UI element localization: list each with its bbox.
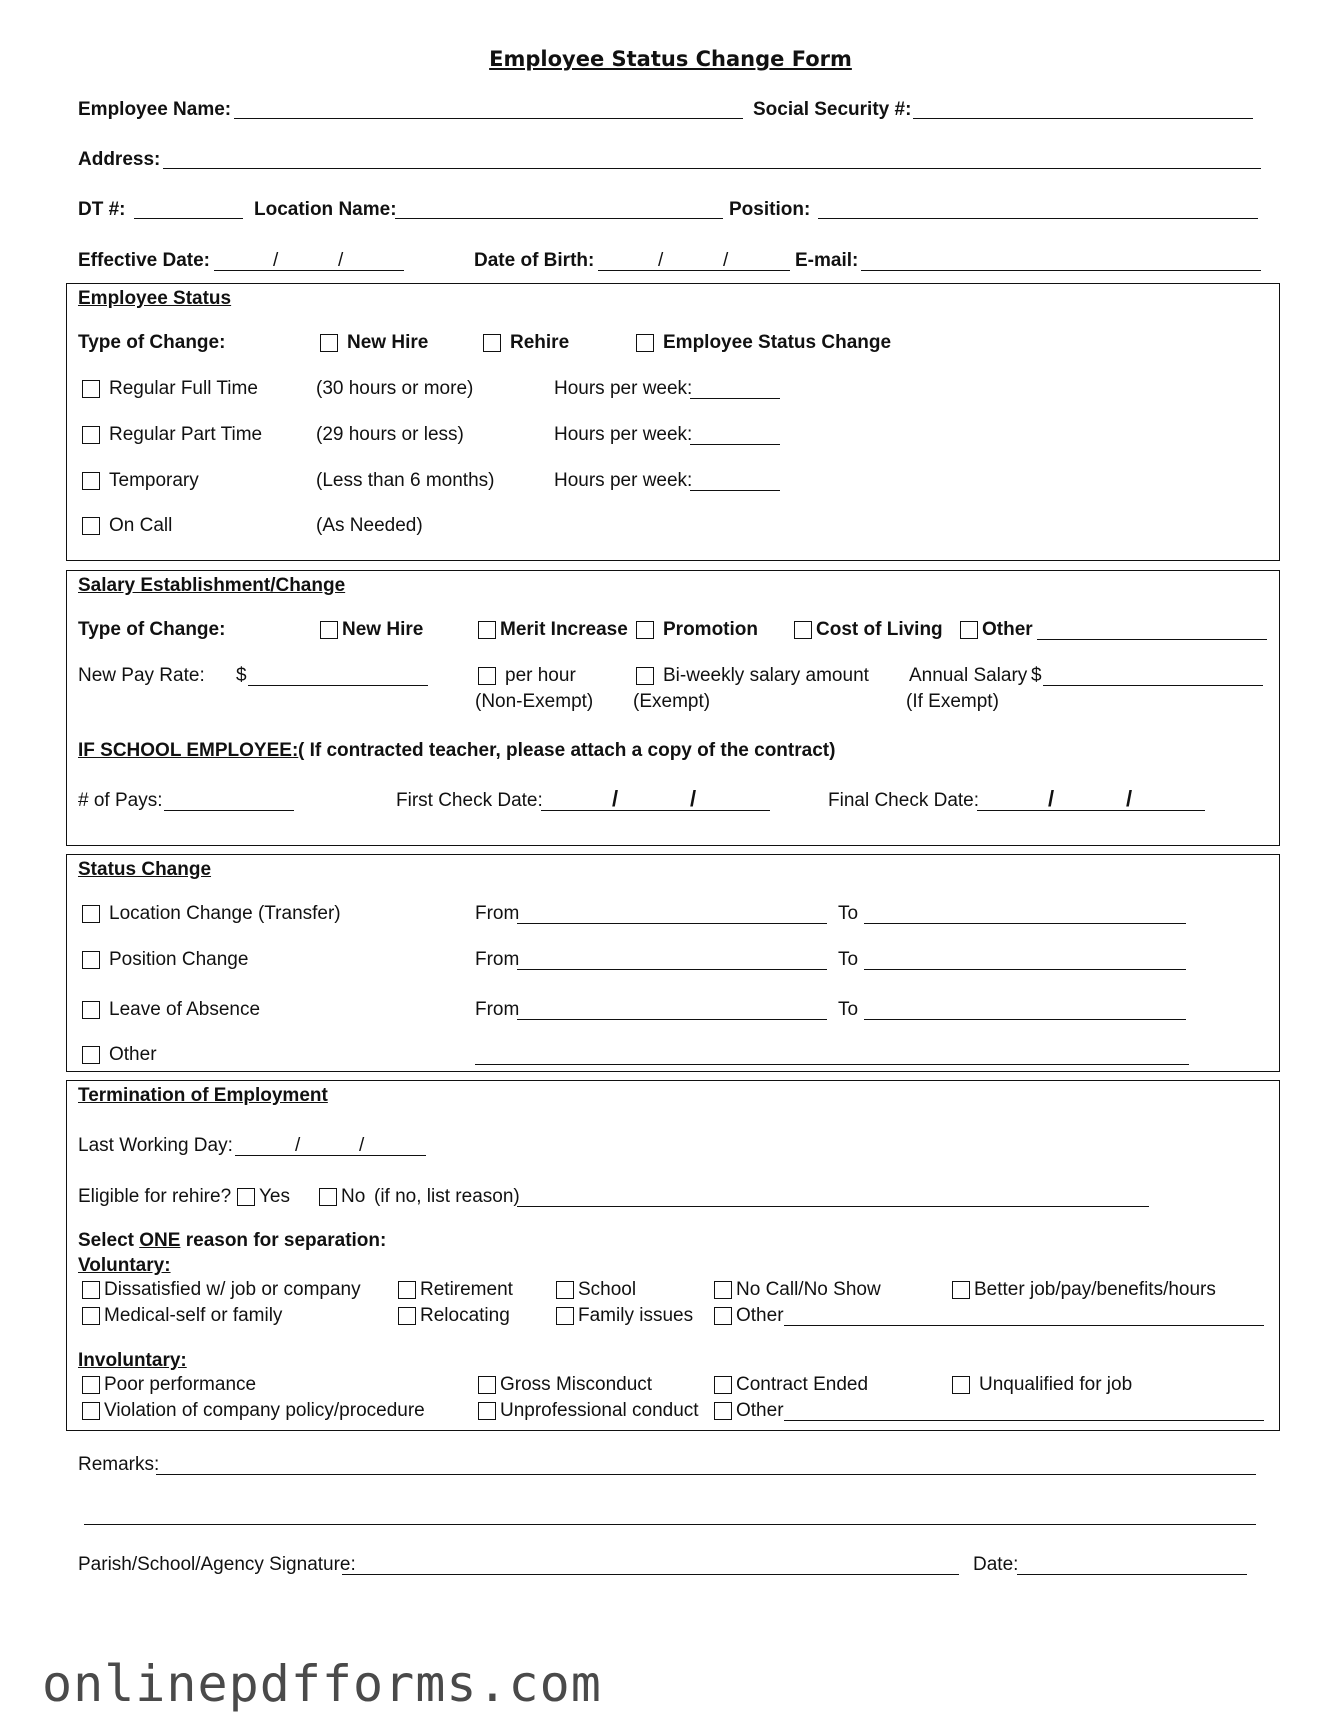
regular-full-time-checkbox[interactable] [82,380,100,398]
temporary-note: (Less than 6 months) [316,470,495,491]
per-hour-checkbox[interactable] [478,667,496,685]
on-call-note: (As Needed) [316,515,423,536]
non-exempt-label: (Non-Exempt) [475,691,594,712]
es-type-of-change-label: Type of Change: [78,332,226,353]
date-separator: / [295,1135,301,1156]
annual-salary-field[interactable] [1043,685,1263,686]
voluntary-heading: Voluntary: [78,1255,171,1276]
final-check-date-field[interactable] [977,810,1205,811]
rehire-no-checkbox[interactable] [319,1188,337,1206]
salary-other-field[interactable] [1037,639,1267,640]
invol-unprofessional-label: Unprofessional conduct [500,1400,699,1421]
exempt-label: (Exempt) [633,691,711,712]
date-separator: / [690,786,697,811]
date-separator: / [658,250,664,271]
new-pay-rate-label: New Pay Rate: [78,665,205,686]
invol-other-checkbox[interactable] [714,1402,732,1420]
vol-relocating-checkbox[interactable] [398,1307,416,1325]
from-label: From [475,999,520,1020]
merit-increase-label: Merit Increase [500,619,628,640]
vol-dissatisfied-checkbox[interactable] [82,1281,100,1299]
salary-other-checkbox[interactable] [960,621,978,639]
rehire-yes-label: Yes [259,1186,290,1207]
to-label: To [838,903,859,924]
vol-medical-checkbox[interactable] [82,1307,100,1325]
to-label: To [838,949,859,970]
email-field[interactable] [861,270,1261,271]
address-label: Address: [78,149,161,170]
biweekly-label: Bi-weekly salary amount [663,665,869,686]
date-separator: / [612,786,619,811]
vol-medical-label: Medical-self or family [104,1305,283,1326]
regular-part-time-label: Regular Part Time [109,424,263,445]
vol-retirement-label: Retirement [420,1279,513,1300]
from-label: From [475,903,520,924]
invol-contract-ended-label: Contract Ended [736,1374,869,1395]
invol-gross-misconduct-checkbox[interactable] [478,1376,496,1394]
leave-from-field[interactable] [517,1019,827,1020]
vol-no-call-label: No Call/No Show [736,1279,881,1300]
eligible-rehire-label: Eligible for rehire? [78,1186,232,1207]
vol-no-call-checkbox[interactable] [714,1281,732,1299]
rehire-no-label: No [341,1186,366,1207]
promotion-label: Promotion [663,619,758,640]
leave-to-field[interactable] [864,1019,1186,1020]
position-field[interactable] [818,218,1258,219]
to-label: To [838,999,859,1020]
es-status-change-checkbox[interactable] [636,334,654,352]
employee-status-heading: Employee Status [78,288,232,309]
rehire-no-reason-label: (if no, list reason) [374,1186,520,1207]
new-pay-rate-field[interactable] [248,685,428,686]
location-change-label: Location Change (Transfer) [109,903,341,924]
last-working-day-label: Last Working Day: [78,1135,233,1156]
dob-label: Date of Birth: [474,250,595,271]
regular-part-time-note: (29 hours or less) [316,424,464,445]
location-change-checkbox[interactable] [82,905,100,923]
involuntary-heading: Involuntary: [78,1350,187,1371]
select-prefix: Select [78,1230,140,1251]
annual-salary-dollar: $ [1031,665,1042,686]
date-separator: / [338,250,344,271]
status-other-field[interactable] [475,1064,1189,1065]
date-separator: / [1048,786,1055,811]
location-name-field[interactable] [395,218,723,219]
salary-new-hire-checkbox[interactable] [320,621,338,639]
dt-field[interactable] [134,218,243,219]
signature-date-field[interactable] [1017,1574,1247,1575]
leave-of-absence-checkbox[interactable] [82,1001,100,1019]
hours-part-time-field[interactable] [690,444,780,445]
rehire-reason-field[interactable] [517,1206,1149,1207]
on-call-checkbox[interactable] [82,517,100,535]
first-check-date-field[interactable] [541,810,770,811]
address-field[interactable] [163,168,1261,169]
regular-full-time-note: (30 hours or more) [316,378,474,399]
final-check-label: Final Check Date: [828,790,980,811]
invol-poor-performance-checkbox[interactable] [82,1376,100,1394]
es-status-change-label: Employee Status Change [663,332,892,353]
salary-heading: Salary Establishment/Change [78,575,346,596]
num-pays-label: # of Pays: [78,790,163,811]
invol-gross-misconduct-label: Gross Misconduct [500,1374,653,1395]
invol-poor-performance-label: Poor performance [104,1374,257,1395]
promotion-checkbox[interactable] [636,621,654,639]
merit-increase-checkbox[interactable] [478,621,496,639]
vol-family-checkbox[interactable] [556,1307,574,1325]
vol-relocating-label: Relocating [420,1305,510,1326]
temporary-checkbox[interactable] [82,472,100,490]
cost-of-living-label: Cost of Living [816,619,943,640]
vol-better-job-checkbox[interactable] [952,1281,970,1299]
invol-other-field[interactable] [784,1420,1264,1421]
rehire-yes-checkbox[interactable] [237,1188,255,1206]
employee-name-field[interactable] [234,118,743,119]
regular-part-time-checkbox[interactable] [82,426,100,444]
school-employee-note: ( If contracted teacher, please attach a copy of the contract) [298,740,836,761]
watermark: onlinepdfforms.com [42,1655,602,1713]
hours-per-week-label: Hours per week: [554,378,693,399]
biweekly-checkbox[interactable] [636,667,654,685]
employee-status-section [66,283,1280,561]
position-from-field[interactable] [517,969,827,970]
vol-other-label: Other [736,1305,784,1326]
from-label: From [475,949,520,970]
leave-of-absence-label: Leave of Absence [109,999,261,1020]
vol-school-label: School [578,1279,637,1300]
position-change-checkbox[interactable] [82,951,100,969]
date-separator: / [723,250,729,271]
invol-violation-label: Violation of company policy/procedure [104,1400,425,1421]
invol-violation-checkbox[interactable] [82,1402,100,1420]
invol-unqualified-checkbox[interactable] [952,1376,970,1394]
employee-name-label: Employee Name: [78,99,232,120]
vol-other-field[interactable] [784,1325,1264,1326]
ssn-field[interactable] [913,118,1253,119]
first-check-label: First Check Date: [396,790,543,811]
dt-label: DT #: [78,199,126,220]
salary-type-of-change-label: Type of Change: [78,619,226,640]
vol-better-job-label: Better job/pay/benefits/hours [974,1279,1216,1300]
status-change-heading: Status Change [78,859,212,880]
position-change-label: Position Change [109,949,249,970]
hours-per-week-label: Hours per week: [554,470,693,491]
cost-of-living-checkbox[interactable] [794,621,812,639]
per-hour-label: per hour [505,665,576,686]
signature-field[interactable] [342,1574,959,1575]
last-working-day-field[interactable] [235,1155,426,1156]
school-employee-heading: IF SCHOOL EMPLOYEE: [78,740,299,761]
email-label: E-mail: [795,250,859,271]
num-pays-field[interactable] [164,810,294,811]
annual-salary-label: Annual Salary [909,665,1028,686]
invol-other-label: Other [736,1400,784,1421]
salary-other-label: Other [982,619,1033,640]
dob-field[interactable] [598,270,790,271]
invol-unqualified-label: Unqualified for job [979,1374,1133,1395]
on-call-label: On Call [109,515,173,536]
vol-family-label: Family issues [578,1305,694,1326]
pay-rate-dollar: $ [236,665,247,686]
location-name-label: Location Name: [254,199,397,220]
signature-label: Parish/School/Agency Signature: [78,1554,356,1575]
form-title: Employee Status Change Form [489,47,852,71]
vol-dissatisfied-label: Dissatisfied w/ job or company [104,1279,361,1300]
es-rehire-label: Rehire [510,332,570,353]
date-separator: / [1126,786,1133,811]
es-rehire-checkbox[interactable] [483,334,501,352]
status-other-checkbox[interactable] [82,1046,100,1064]
date-separator: / [273,250,279,271]
vol-retirement-checkbox[interactable] [398,1281,416,1299]
hours-temporary-field[interactable] [690,490,780,491]
location-to-field[interactable] [864,923,1186,924]
invol-unprofessional-checkbox[interactable] [478,1402,496,1420]
termination-heading: Termination of Employment [78,1085,328,1106]
temporary-label: Temporary [109,470,199,491]
vol-school-checkbox[interactable] [556,1281,574,1299]
position-to-field[interactable] [864,969,1186,970]
status-other-label: Other [109,1044,157,1065]
select-one-reason-heading [78,1230,386,1252]
remarks-field-line-2[interactable] [84,1524,1256,1525]
if-exempt-label: (If Exempt) [906,691,999,712]
hours-full-time-field[interactable] [690,398,780,399]
salary-new-hire-label: New Hire [342,619,424,640]
effective-date-field[interactable] [214,270,404,271]
regular-full-time-label: Regular Full Time [109,378,258,399]
es-new-hire-label: New Hire [347,332,429,353]
remarks-label: Remarks: [78,1454,160,1475]
vol-other-checkbox[interactable] [714,1307,732,1325]
position-label: Position: [729,199,811,220]
effective-date-label: Effective Date: [78,250,210,271]
select-one-emphasis: ONE [139,1230,181,1251]
invol-contract-ended-checkbox[interactable] [714,1376,732,1394]
select-suffix: reason for separation: [180,1230,387,1251]
ssn-label: Social Security #: [753,99,912,120]
es-new-hire-checkbox[interactable] [320,334,338,352]
hours-per-week-label: Hours per week: [554,424,693,445]
remarks-field[interactable] [156,1474,1256,1475]
date-separator: / [359,1135,365,1156]
signature-date-label: Date: [973,1554,1019,1575]
location-from-field[interactable] [517,923,827,924]
